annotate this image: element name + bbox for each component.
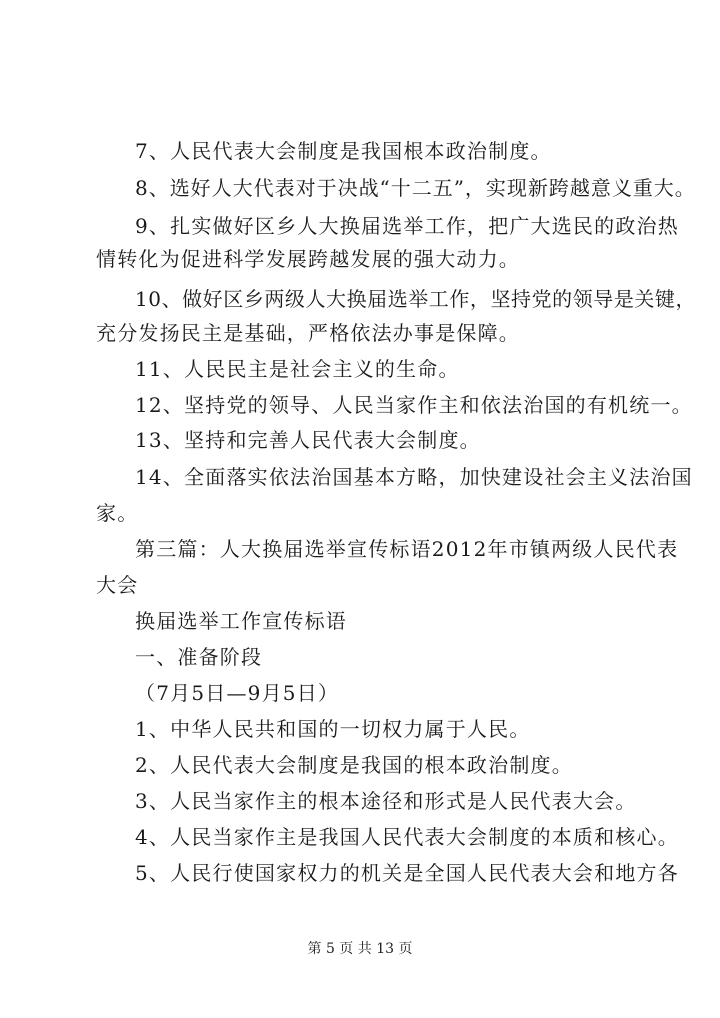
text-line: 1、中华人民共和国的一切权力属于人民。: [135, 717, 531, 741]
text-line: 家。: [96, 501, 139, 525]
text-line: 9、扎实做好区乡人大换届选举工作，把广大选民的政治热: [135, 214, 679, 238]
text-line: 14、全面落实依法治国基本方略，加快建设社会主义法治国: [135, 465, 693, 489]
date-range: （7月5日—9月5日）: [135, 681, 340, 705]
text-line: 4、人民当家作主是我国人民代表大会制度的本质和核心。: [135, 825, 679, 849]
text-line: 10、做好区乡两级人大换届选举工作，坚持党的领导是关键，: [135, 287, 697, 311]
text-line: 11、人民民主是社会主义的生命。: [135, 357, 460, 381]
text-line: 3、人民当家作主的根本途径和形式是人民代表大会。: [135, 789, 637, 813]
text-line: 2、人民代表大会制度是我国的根本政治制度。: [135, 753, 573, 777]
section-heading: 第三篇：人大换届选举宣传标语2012年市镇两级人民代表: [135, 537, 679, 561]
text-line: 12、坚持党的领导、人民当家作主和依法治国的有机统一。: [135, 393, 693, 417]
text-line: 8、选好人大代表对于决战“十二五”，实现新跨越意义重大。: [135, 176, 696, 200]
stage-heading: 一、准备阶段: [135, 645, 263, 669]
text-line: 5、人民行使国家权力的机关是全国人民代表大会和地方各: [135, 861, 679, 885]
page-number-footer: 第 5 页 共 13 页: [307, 941, 413, 957]
text-line: 情转化为促进科学发展跨越发展的强大动力。: [96, 247, 520, 271]
text-line: 13、坚持和完善人民代表大会制度。: [135, 428, 481, 452]
text-line: 充分发扬民主是基础，严格依法办事是保障。: [96, 321, 520, 345]
subheading: 换届选举工作宣传标语: [135, 609, 347, 633]
text-line: 7、人民代表大会制度是我国根本政治制度。: [135, 139, 552, 163]
section-heading-continued: 大会: [96, 573, 139, 597]
